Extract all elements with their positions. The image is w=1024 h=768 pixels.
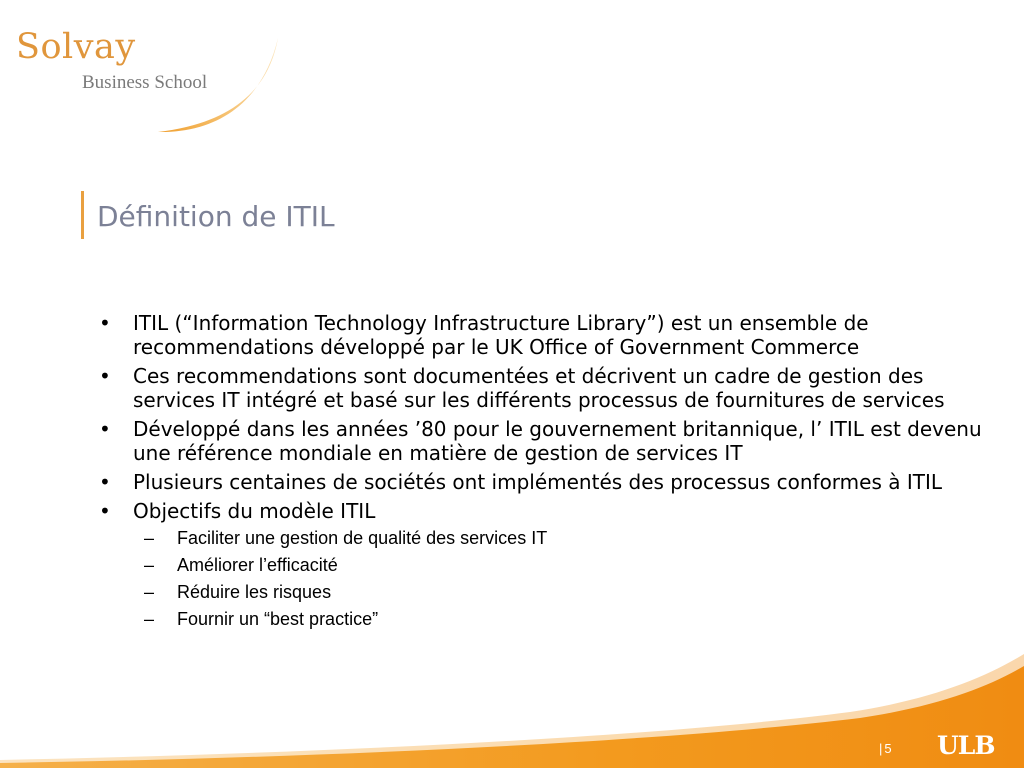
page-separator: | [879, 741, 883, 756]
ulb-logo: ULB [937, 731, 995, 760]
bullet-icon: • [99, 364, 111, 388]
page-number-value: 5 [884, 741, 892, 756]
bullet-item [96, 364, 1001, 412]
sub-bullet-item [133, 527, 1001, 549]
bullet-item [96, 311, 1001, 359]
sub-bullet-text: Fournir un “best practice” [177, 609, 379, 629]
bullet-item [96, 470, 1001, 494]
dash-icon: – [144, 582, 155, 602]
bullet-item [96, 417, 1001, 465]
bullet-icon: • [99, 417, 111, 441]
bullet-text: Développé dans les années ’80 pour le gouvernement britannique, l’ ITIL est devenu une référence mondiale en matière de gestion de services IT [133, 417, 982, 465]
bullet-text: Objectifs du modèle ITIL [133, 499, 376, 523]
logo-sub-text: Business School [82, 72, 208, 93]
sub-bullet-text: Améliorer l’efficacité [177, 555, 338, 575]
bullet-icon: • [99, 470, 111, 494]
dash-icon: – [144, 528, 155, 548]
slide-title: Définition de ITIL [97, 200, 335, 233]
dash-icon: – [144, 609, 155, 629]
page-number [879, 741, 892, 756]
bullet-text: ITIL (“Information Technology Infrastructure Library”) est un ensemble de recommendations développé par le UK Office of Government Commerce [133, 311, 869, 359]
footer-swoosh [0, 600, 1024, 768]
bullet-text: Ces recommendations sont documentées et décrivent un cadre de gestion des services IT intégré et basé sur les différents processus de fournitures de services [133, 364, 945, 412]
sub-bullet-item [133, 554, 1001, 576]
sub-bullet-text: Faciliter une gestion de qualité des services IT [177, 528, 548, 548]
sub-bullet-text: Réduire les risques [177, 582, 332, 602]
logo-main-text: Solvay [16, 27, 136, 67]
title-accent-bar [81, 191, 84, 239]
logo-swoosh-icon [0, 0, 300, 140]
bullet-icon: • [99, 499, 111, 523]
bullet-text: Plusieurs centaines de sociétés ont implémentés des processus conformes à ITIL [133, 470, 943, 494]
bullet-icon: • [99, 311, 111, 335]
dash-icon: – [144, 555, 155, 575]
bullet-list [96, 311, 1001, 635]
solvay-logo [0, 0, 300, 140]
